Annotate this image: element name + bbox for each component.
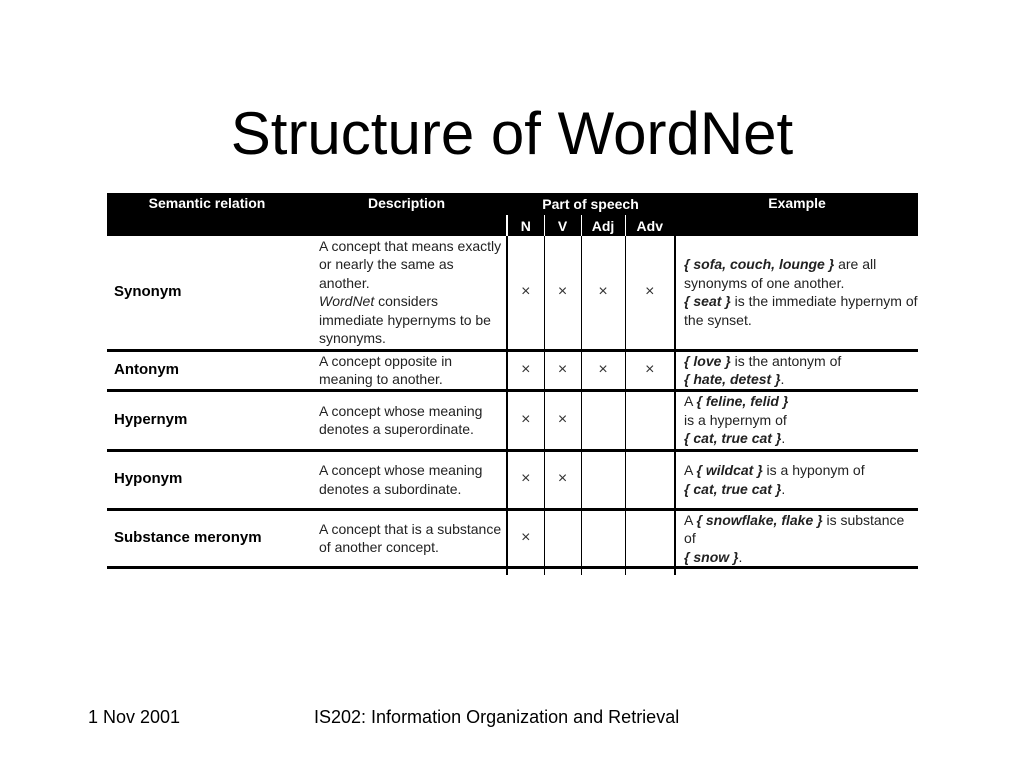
- relation-name: Antonym: [107, 350, 307, 390]
- mark-adj: ×: [581, 350, 625, 390]
- table-row-hypernym: [107, 390, 918, 450]
- relation-description: A concept that is a substance of another concept.: [307, 509, 507, 568]
- mark-adj: [581, 509, 625, 568]
- mark-adv: [625, 390, 675, 450]
- header-part-of-speech: Part of speech: [507, 193, 675, 215]
- mark-adj: [581, 450, 625, 509]
- mark-n: ×: [507, 450, 544, 509]
- relation-example: A { feline, felid } is a hypernym of { cat, true cat }.: [675, 390, 918, 450]
- mark-adv: ×: [625, 350, 675, 390]
- header-pos-adv: Adv: [625, 215, 675, 236]
- relation-example: { love } is the antonym of { hate, detest }.: [675, 350, 918, 390]
- slide-title: Structure of WordNet: [230, 100, 794, 167]
- table-row-antonym: [107, 350, 918, 390]
- table-row-substance-meronym: [107, 509, 918, 568]
- table-row-hyponym: [107, 450, 918, 509]
- footer-date: 1 Nov 2001: [88, 707, 181, 727]
- mark-n: ×: [507, 390, 544, 450]
- relation-name: Substance meronym: [107, 509, 307, 568]
- relation-name: Hyponym: [107, 450, 307, 509]
- table-row-cropped: [107, 568, 918, 576]
- relation-description: A concept whose meaning denotes a superordinate.: [307, 390, 507, 450]
- relation-name: Synonym: [114, 283, 182, 300]
- header-description: Description: [307, 193, 507, 236]
- mark-v: ×: [544, 350, 581, 390]
- header-semantic-relation: Semantic relation: [107, 193, 307, 236]
- mark-adv: [625, 509, 675, 568]
- relation-description: A concept opposite in meaning to another.: [307, 350, 507, 390]
- mark-v: [544, 509, 581, 568]
- footer-course-title: IS202: Information Organization and Retrieval: [314, 707, 680, 727]
- relation-name: Hypernym: [107, 390, 307, 450]
- header-pos-v: V: [544, 215, 581, 236]
- table-row-synonym: [107, 236, 918, 350]
- relation-description: A concept whose meaning denotes a subordinate.: [307, 450, 507, 509]
- mark-adv: [625, 450, 675, 509]
- mark-adj: ×: [581, 236, 625, 350]
- wordnet-relations-table: [107, 193, 918, 575]
- mark-n: ×: [507, 509, 544, 568]
- mark-adv: ×: [625, 236, 675, 350]
- mark-adj: [581, 390, 625, 450]
- mark-v: ×: [544, 450, 581, 509]
- relation-example: A { snowflake, flake } is substance of { snow }.: [675, 509, 918, 568]
- header-pos-n: N: [507, 215, 544, 236]
- relation-example: { sofa, couch, lounge } are all synonyms of one another. { seat } is the immediate hypernym of the synset.: [675, 236, 918, 350]
- header-example: Example: [675, 193, 918, 236]
- mark-n: ×: [507, 236, 544, 350]
- mark-v: ×: [544, 390, 581, 450]
- mark-v: ×: [544, 236, 581, 350]
- mark-n: ×: [507, 350, 544, 390]
- relation-description: A concept that means exactly or nearly the same as another. WordNet considers immediate hypernyms to be synonyms.: [319, 237, 502, 347]
- relation-example: A { wildcat } is a hyponym of { cat, true cat }.: [675, 450, 918, 509]
- header-pos-adj: Adj: [581, 215, 625, 236]
